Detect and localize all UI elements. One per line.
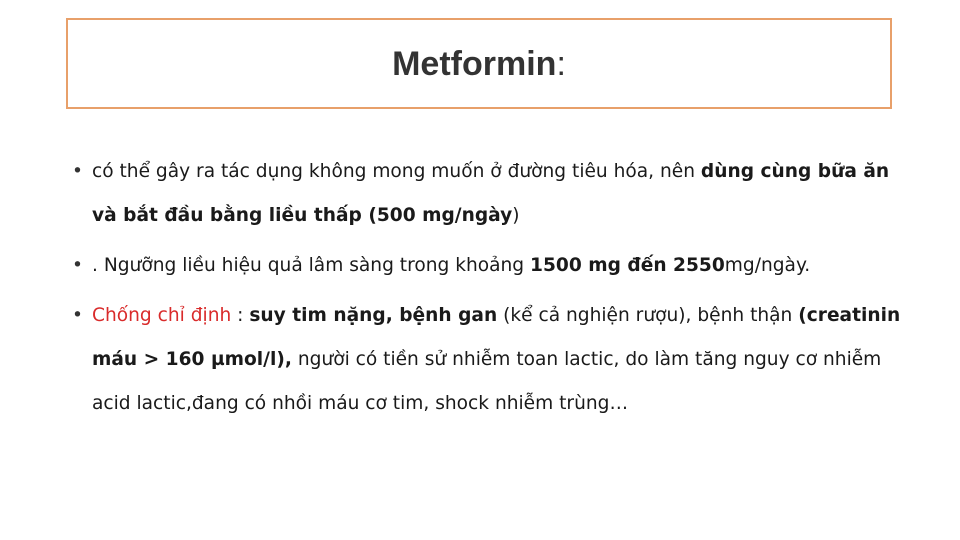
bullet-effective-dose xyxy=(72,244,902,288)
bullet-marker: • xyxy=(72,255,83,276)
bullet-marker: • xyxy=(72,161,83,182)
bullet-text-bold: dùng cùng bữa ăn và bắt đầu bằng liều thấp (500 mg/ngày xyxy=(92,161,890,226)
bullet-text: . Ngưỡng liều hiệu quả lâm sàng trong khoảng xyxy=(92,255,531,276)
bullet-text-bold: suy tim nặng, bệnh gan xyxy=(249,305,498,326)
bullet-text: mg/ngày. xyxy=(724,255,811,276)
title-drug-name: Metformin xyxy=(392,45,557,83)
slide-title xyxy=(392,45,566,84)
bullet-text-bold: (creatinin máu > 160 µmol/l), xyxy=(92,305,901,370)
bullet-gi-side-effects xyxy=(72,150,902,238)
title-box xyxy=(66,18,892,109)
bullet-text: có thể gây ra tác dụng không mong muốn ở đường tiêu hóa, nên xyxy=(92,161,701,182)
bullet-text: ) xyxy=(512,205,520,226)
bullet-contraindications xyxy=(72,294,902,426)
title-colon: : xyxy=(556,45,566,83)
bullet-text: người có tiền sử nhiễm toan lactic, do làm tăng nguy cơ nhiễm acid lactic,đang có nhồi máu cơ tim, shock nhiễm trùng… xyxy=(92,349,882,414)
bullet-list xyxy=(72,150,902,432)
bullet-marker: • xyxy=(72,305,83,326)
bullet-text: (kể cả nghiện rượu), bệnh thận xyxy=(497,305,799,326)
contraindication-label: Chống chỉ định xyxy=(92,305,232,326)
bullet-text-bold: 1500 mg đến 2550 xyxy=(530,255,725,276)
bullet-text: : xyxy=(231,305,250,326)
